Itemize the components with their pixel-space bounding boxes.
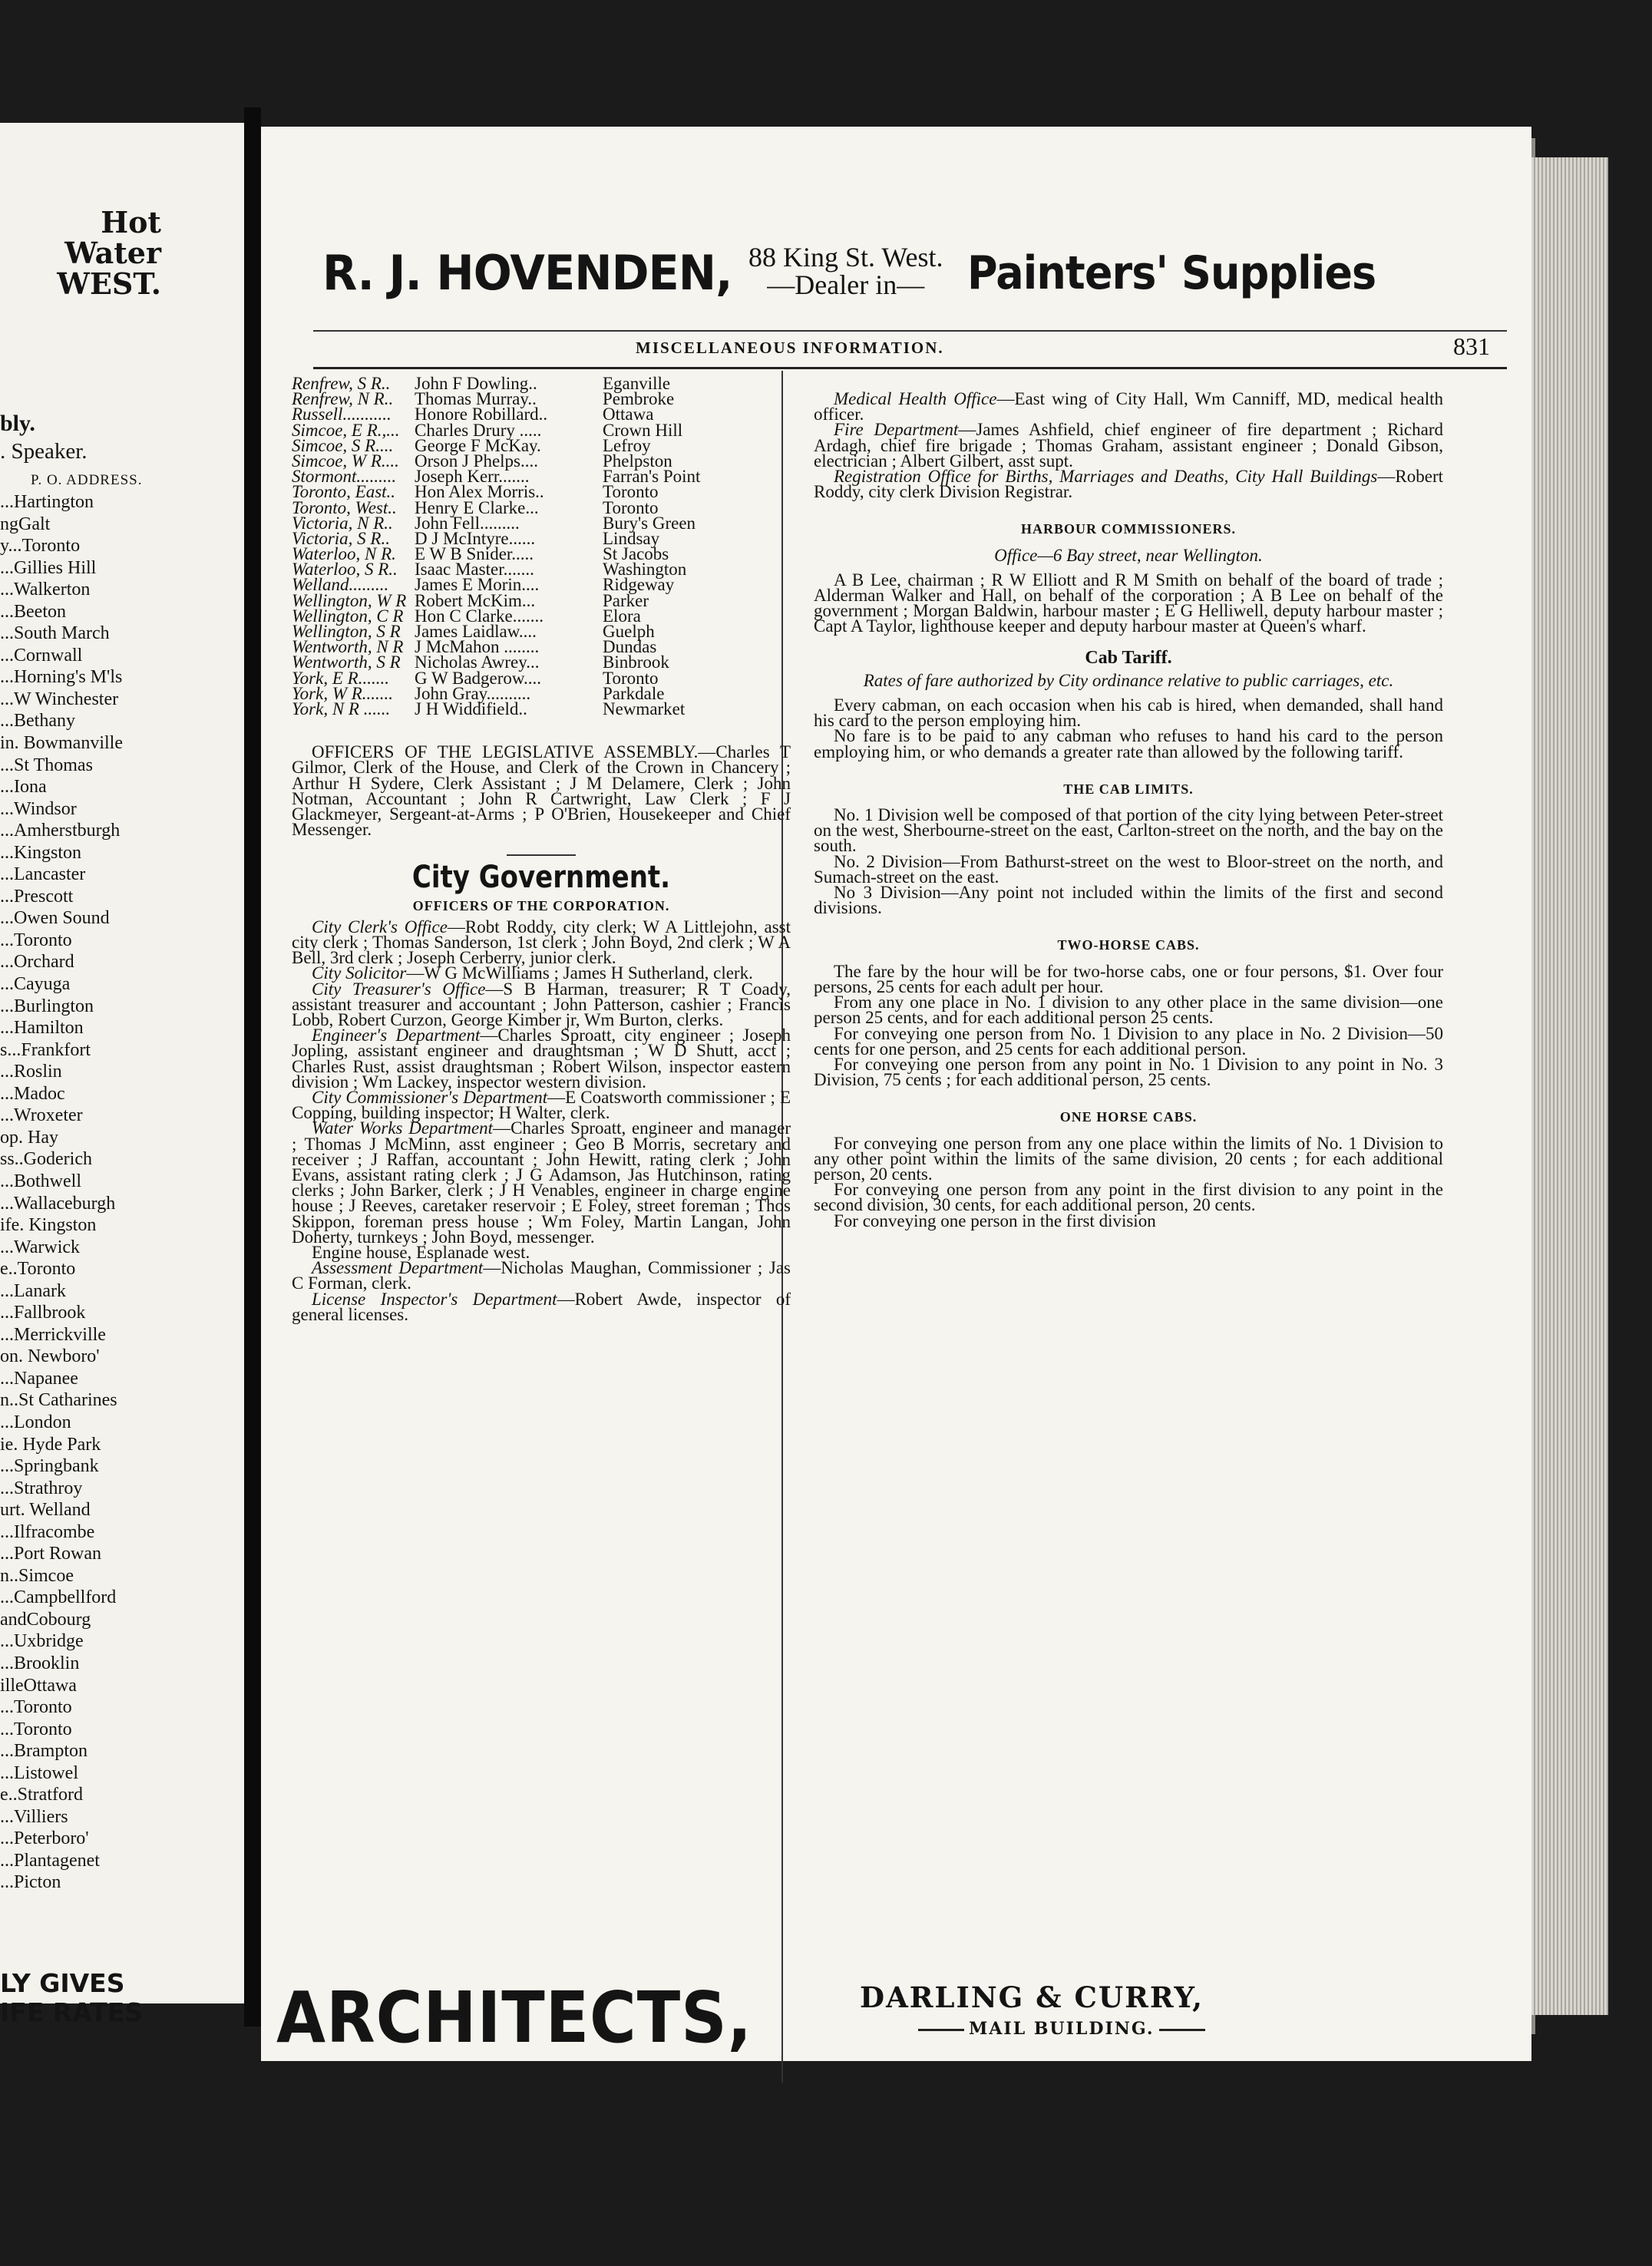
place-entry: ...Amherstburgh — [0, 821, 121, 841]
place-entry: ...Gillies Hill — [0, 557, 97, 578]
member-name: Honore Robillard.. — [415, 405, 548, 424]
place-entry: ...Cornwall — [0, 645, 83, 666]
post-office: Farran's Point — [603, 467, 701, 487]
place-entry: n..St Catharines — [0, 1390, 117, 1411]
post-office: Washington — [603, 560, 687, 580]
member-name: George F McKay. — [415, 435, 541, 455]
left-footer-line: IFE RATES — [0, 1997, 144, 2027]
place-entry: ss..Goderich — [0, 1149, 92, 1170]
post-office: Elora — [603, 606, 641, 626]
member-name: Robert McKim... — [415, 590, 536, 610]
post-office: Toronto — [603, 497, 659, 517]
place-entry: ...Horning's M'ls — [0, 667, 123, 688]
left-header-line: Hot Water — [64, 205, 161, 270]
page-block-edge — [1531, 157, 1608, 2015]
fare-entry: From any one place in No. 1 division to any other place in the same division—one person 25 cents, and for each additional person 25 cents. — [814, 993, 1443, 1028]
place-entry: ...Wallaceburgh — [0, 1193, 116, 1214]
constituency: Wellington, S R — [292, 622, 401, 641]
member-row — [292, 699, 791, 718]
members-list — [292, 376, 791, 717]
fare-entry: For conveying one person from any point in the first division to any point in the second division, 30 cents, for each additional person, 20 cents. — [814, 1180, 1443, 1215]
city-government-title: City Government. — [411, 860, 671, 896]
place-entry: ...Cayuga — [0, 974, 71, 995]
place-entry: ...Peterboro' — [0, 1828, 89, 1849]
fare-entry: For conveying one person from any one place within the limits of No. 1 Division to any other point within the limits of the same division, 20 cents ; for each additional person, 20 cents. — [814, 1133, 1443, 1184]
place-entry: ...Brooklin — [0, 1653, 80, 1673]
cab-tariff-subtitle: Rates of fare authorized by City ordinance relative to public carriages, etc. — [863, 670, 1394, 690]
post-office: Lefroy — [603, 435, 651, 455]
constituency: York, E R....... — [292, 668, 389, 688]
place-entry: ...Lanark — [0, 1280, 66, 1301]
place-entry: ...Prescott — [0, 886, 74, 907]
office-name: Water Works Department — [312, 1118, 494, 1138]
office-name: City Clerk's Office — [312, 917, 448, 936]
left-place-list — [0, 491, 244, 1894]
office-name: City Commissioner's Department — [312, 1087, 548, 1107]
advertiser-trade: Painters' Supplies — [967, 246, 1376, 300]
city-office-entry: City Clerk's Office—Robt Roddy, city clerk; W A Littlejohn, asst city clerk ; Thomas Sanderson, 1st clerk ; John Boyd, 2nd clerk ; W A Bell, 3rd clerk ; Joseph Cerberry, junior clerk. — [292, 917, 791, 968]
city-offices — [814, 391, 1443, 500]
member-name: E W B Snider..... — [415, 544, 534, 564]
place-entry: s...Frankfort — [0, 1039, 91, 1060]
place-entry: ...Kingston — [0, 842, 82, 863]
member-name: John Gray.......... — [415, 683, 531, 703]
fare-entry: For conveying one person from No. 1 Division to any place in No. 2 Division—50 cents for one person, and 25 cents for each additional person. — [814, 1023, 1443, 1059]
office-name: Registration Office for Births, Marriages and Deaths, City Hall Buildings — [834, 467, 1378, 487]
right-column — [814, 391, 1443, 1229]
office-entry: Fire Department—James Ashfield, chief engineer of fire department ; Richard Ardagh, chief fire brigade ; Thomas Graham, assistant engineer ; Donald Gibson, electrician ; Albert Gilbert, asst supt. — [814, 420, 1443, 471]
member-name: Orson J Phelps.... — [415, 451, 539, 471]
page-number: 831 — [1453, 332, 1490, 360]
harbour-office: Office—6 Bay street, near Wellington. — [994, 545, 1263, 565]
office-entry: Registration Office for Births, Marriages and Deaths, City Hall Buildings—Robert Roddy, city clerk Division Registrar. — [814, 467, 1443, 502]
header-advertisement — [322, 242, 1551, 326]
place-entry: ...Picton — [0, 1872, 61, 1893]
fare-entry: For conveying one person in the first division — [834, 1211, 1156, 1230]
dealer-line: —Dealer in— — [767, 269, 925, 300]
member-name: Henry E Clarke... — [415, 497, 539, 517]
member-name: J H Widdifield.. — [415, 699, 527, 718]
cab-limits-title: THE CAB LIMITS. — [1063, 781, 1194, 797]
post-office: Dundas — [603, 637, 657, 657]
place-entry: ...Springbank — [0, 1456, 99, 1477]
place-entry: ife. Kingston — [0, 1215, 97, 1236]
left-header-line: WEST. — [57, 266, 161, 301]
place-entry: ...Bethany — [0, 711, 75, 732]
place-entry: ...Lancaster — [0, 864, 86, 885]
member-name: Nicholas Awrey... — [415, 652, 540, 672]
post-office: Toronto — [603, 668, 659, 688]
constituency: Toronto, West.. — [292, 497, 397, 517]
left-column-head: P. O. ADDRESS. — [31, 472, 143, 488]
member-name: Hon C Clarke....... — [415, 606, 544, 626]
footer-ad-address: MAIL BUILDING. — [914, 2019, 1210, 2039]
member-name: John F Dowling.. — [415, 374, 537, 393]
cab-rule: No fare is to be paid to any cabman who refuses to hand his card to the person employing him, or who demands a greater rate than allowed by the following tariff. — [814, 726, 1443, 761]
place-entry: ...South March — [0, 623, 110, 644]
place-entry: ...Merrickville — [0, 1324, 106, 1345]
constituency: Toronto, East.. — [292, 482, 396, 502]
city-office-entry: Engine house, Esplanade west. — [312, 1243, 530, 1263]
city-office-entry: Engineer's Department—Charles Sproatt, city engineer ; Joseph Jopling, assistant engineer and draughtsman ; W D Shutt, acct ; Charles Rust, assist draughtsman ; Robert Wilson, inspector eastern division ; Wm Lackey, inspector western division. — [292, 1026, 791, 1092]
advertiser-address — [748, 243, 943, 299]
constituency: Renfrew, N R.. — [292, 389, 394, 409]
constituency: Simcoe, S R.... — [292, 435, 394, 455]
post-office: Ottawa — [603, 405, 654, 424]
fare-entry: For conveying one person from any point in No. 1 Division to any point in No. 3 Division, 75 cents ; for each additional person, 25 cents. — [814, 1054, 1443, 1090]
place-entry: ...Wroxeter — [0, 1105, 83, 1126]
city-office-entry: City Treasurer's Office—S B Harman, treasurer; R T Coady, assistant treasurer and accountant ; John Patterson, cashier ; Francis Lobb, Robert Curzon, George Kimber jr, Wm Burton, clerks. — [292, 979, 791, 1029]
running-head — [313, 332, 1507, 362]
division-entry: No 3 Division—Any point not included within the limits of the first and second divisions. — [814, 883, 1443, 918]
place-entry: ...Roslin — [0, 1062, 62, 1082]
place-entry: ...Toronto — [0, 1719, 72, 1739]
place-entry: n..Simcoe — [0, 1565, 74, 1586]
post-office: Toronto — [603, 482, 659, 502]
place-entry: ...Owen Sound — [0, 908, 110, 929]
place-entry: ngGalt — [0, 514, 51, 534]
left-column — [292, 376, 791, 1323]
member-name: Hon Alex Morris.. — [415, 482, 544, 502]
one-horse-title: ONE HORSE CABS. — [1059, 1109, 1198, 1125]
constituency: Simcoe, W R.... — [292, 451, 399, 471]
member-name: James Laidlaw.... — [415, 622, 537, 641]
left-footer-ad — [0, 1969, 143, 2027]
left-footer-line: LY GIVES — [0, 1968, 125, 1998]
city-office-entry: City Solicitor—W G McWilliams ; James H Sutherland, clerk. — [312, 963, 753, 983]
place-entry: ...Toronto — [0, 930, 72, 950]
place-entry: andCobourg — [0, 1609, 91, 1630]
constituency: Victoria, N R.. — [292, 513, 393, 533]
office-name: Fire Department — [834, 420, 959, 440]
left-page — [0, 123, 244, 2027]
city-office-entry: License Inspector's Department—Robert Awde, inspector of general licenses. — [292, 1289, 791, 1324]
two-horse-title: TWO-HORSE CABS. — [1057, 937, 1200, 953]
place-entry: y...Toronto — [0, 536, 81, 557]
place-entry: urt. Welland — [0, 1500, 91, 1521]
officers-assembly: OFFICERS OF THE LEGISLATIVE ASSEMBLY.—Charles T Gilmor, Clerk of the House, and Clerk of the Crown in Chancery ; Arthur H Sydere, Clerk Assistant ; J M Delamere, Clerk ; John Notman, Accountant ; John R Cartwright, Law Clerk ; F J Glackmeyer, Sergeant-at-Arms ; P O'Brien, Housekeeper and Chief Messenger. — [292, 742, 791, 840]
city-office-entry: Water Works Department—Charles Sproatt, engineer and manager ; Thomas J McMinn, asst engineer ; Geo B Morris, secretary and receiver ; J Raffan, accountant ; John Hewitt, rating clerk ; John Evans, assistant rating clerk ; J G Adamson, Jas Hutchinson, rating clerks ; John Barker, clerk ; J H Venables, engineer in charge engine house ; J Reeves, caretaker reservoir ; E Foley, street foreman ; Thos Skippon, foreman press house ; Wm Foley, Martin Langan, John Doherty, turnkeys ; John Boyd, messenger. — [292, 1118, 791, 1247]
member-name: Joseph Kerr....... — [415, 467, 530, 487]
member-name: Isaac Master....... — [415, 560, 534, 580]
post-office: St Jacobs — [603, 544, 669, 564]
place-entry: ...Madoc — [0, 1083, 65, 1104]
footer-ad-firm: DARLING & CURRY, — [860, 1980, 1204, 2014]
office-entry: Medical Health Office—East wing of City Hall, Wm Canniff, MD, medical health officer. — [814, 389, 1443, 424]
post-office: Phelpston — [603, 451, 672, 471]
place-entry: ...Iona — [0, 777, 47, 798]
constituency: Simcoe, E R.,... — [292, 420, 400, 440]
office-name: City Treasurer's Office — [312, 979, 486, 999]
place-entry: ...Strathroy — [0, 1478, 83, 1498]
harbour-title: HARBOUR COMMISSIONERS. — [1020, 521, 1237, 537]
city-office-entry: Assessment Department—Nicholas Maughan, Commissioner ; Jas C Forman, clerk. — [292, 1258, 791, 1293]
constituency: Russell........... — [292, 405, 392, 424]
member-name: Charles Drury ..... — [415, 420, 542, 440]
harbour-text: A B Lee, chairman ; R W Elliott and R M Smith on behalf of the board of trade ; Alderman Walker and Hall, on behalf of the corporation ; A B Lee on behalf of the government ; Morgan Baldwin, harbour master ; E G Helliwell, deputy harbour master ; Capt A Taylor, lighthouse keeper and deputy harbour master at Queen's wharf. — [814, 570, 1443, 636]
place-entry: ...Uxbridge — [0, 1631, 84, 1652]
place-entry: ie. Hyde Park — [0, 1434, 101, 1455]
post-office: Guelph — [603, 622, 655, 641]
office-name: Engineer's Department — [312, 1026, 481, 1045]
place-entry: ...Napanee — [0, 1368, 78, 1389]
place-entry: ...Windsor — [0, 798, 77, 819]
place-entry: ...St Thomas — [0, 755, 93, 775]
post-office: Parkdale — [603, 683, 665, 703]
place-entry: ...Brampton — [0, 1741, 88, 1762]
constituency: Waterloo, S R.. — [292, 560, 398, 580]
cab-rule: Every cabman, on each occasion when his cab is hired, when demanded, shall hand his card to the person employing him. — [814, 695, 1443, 731]
place-entry: ...W Winchester — [0, 689, 119, 709]
book-gutter — [244, 107, 261, 2027]
place-entry: ...Campbellford — [0, 1587, 117, 1608]
place-entry: ...Warwick — [0, 1237, 81, 1257]
constituency: Victoria, S R.. — [292, 528, 390, 548]
place-entry: e..Stratford — [0, 1785, 83, 1805]
footer-ad-headline: ARCHITECTS, — [276, 1977, 752, 2059]
post-office: Bury's Green — [603, 513, 696, 533]
member-name: G W Badgerow.... — [415, 668, 542, 688]
city-office-entry: City Commissioner's Department—E Coatsworth commissioner ; E Copping, building inspector; H Walter, clerk. — [292, 1087, 791, 1123]
post-office: Ridgeway — [603, 575, 675, 595]
cab-intro — [814, 695, 1443, 761]
office-name: Medical Health Office — [834, 389, 997, 408]
right-page — [261, 127, 1531, 2061]
member-name: Thomas Murray.. — [415, 389, 537, 409]
left-page-header — [0, 207, 161, 299]
member-name: J McMahon ........ — [415, 637, 540, 657]
left-fragment: . Speaker. — [0, 439, 88, 464]
place-entry: op. Hay — [0, 1127, 58, 1148]
place-entry: ...Bothwell — [0, 1171, 81, 1191]
place-entry: ...Villiers — [0, 1806, 68, 1827]
running-head-rule — [313, 367, 1507, 369]
constituency: York, W R....... — [292, 683, 394, 703]
cab-tariff-title: Cab Tariff. — [1085, 647, 1172, 668]
constituency: Waterloo, N R. — [292, 544, 396, 564]
constituency: Welland......... — [292, 575, 389, 595]
place-entry: ...Toronto — [0, 1697, 72, 1718]
advertiser-name: R. J. HOVENDEN, — [322, 245, 732, 301]
post-office: Parker — [603, 590, 649, 610]
post-office: Crown Hill — [603, 420, 683, 440]
place-entry: ...Listowel — [0, 1762, 78, 1783]
division-entry: No. 1 Division well be composed of that portion of the city lying between Peter-street on the west, Sherbourne-street on the east, Carlton-street on the north, and the bay on the south. — [814, 805, 1443, 856]
constituency: Wentworth, N R — [292, 637, 404, 657]
place-entry: ...Orchard — [0, 952, 74, 973]
city-government-entries — [292, 917, 791, 1324]
place-entry: ...Ilfracombe — [0, 1521, 95, 1542]
place-entry: ...Hartington — [0, 492, 94, 512]
place-entry: ...Hamilton — [0, 1018, 84, 1039]
left-fragment: bly. — [0, 411, 35, 436]
post-office: Newmarket — [603, 699, 686, 718]
one-horse-fares — [814, 1133, 1443, 1230]
corporation-subtitle: OFFICERS OF THE CORPORATION. — [412, 897, 670, 913]
member-name: John Fell......... — [415, 513, 520, 533]
constituency: York, N R ...... — [292, 699, 391, 718]
section-divider — [507, 854, 576, 856]
office-name: Assessment Department — [312, 1258, 484, 1278]
footer-advertisement — [276, 1977, 1520, 2061]
place-entry: e..Toronto — [0, 1259, 76, 1280]
cab-limits — [814, 805, 1443, 918]
constituency: Renfrew, S R.. — [292, 374, 391, 393]
place-entry: ...Walkerton — [0, 580, 91, 600]
constituency: Wellington, C R — [292, 606, 404, 626]
office-name: City Solicitor — [312, 963, 407, 983]
two-horse-fares — [814, 961, 1443, 1090]
place-entry: illeOttawa — [0, 1675, 77, 1696]
place-entry: ...Burlington — [0, 996, 94, 1016]
office-name: License Inspector's Department — [312, 1289, 557, 1309]
header-rule — [313, 330, 1507, 332]
address-line: 88 King St. West. — [748, 242, 943, 273]
member-name: James E Morin.... — [415, 575, 540, 595]
post-office: Binbrook — [603, 652, 669, 672]
post-office: Lindsay — [603, 528, 660, 548]
constituency: Wellington, W R — [292, 590, 407, 610]
constituency: Wentworth, S R — [292, 652, 401, 672]
place-entry: in. Bowmanville — [0, 733, 123, 754]
place-entry: ...Fallbrook — [0, 1303, 86, 1323]
place-entry: ...Port Rowan — [0, 1544, 101, 1564]
place-entry: ...Beeton — [0, 601, 66, 622]
division-entry: No. 2 Division—From Bathurst-street on the west to Bloor-street on the north, and Sumach-street on the east. — [814, 851, 1443, 887]
place-entry: ...Plantagenet — [0, 1850, 100, 1871]
constituency: Stormont......... — [292, 467, 397, 487]
fare-entry: The fare by the hour will be for two-horse cabs, one or four persons, $1. Over four persons, 25 cents for each adult per hour. — [814, 961, 1443, 996]
place-entry: ...London — [0, 1412, 71, 1432]
place-entry: on. Newboro' — [0, 1346, 100, 1367]
post-office: Eganville — [603, 374, 671, 393]
running-head-title: MISCELLANEOUS INFORMATION. — [636, 339, 944, 357]
member-name: D J McIntyre...... — [415, 528, 536, 548]
post-office: Pembroke — [603, 389, 675, 409]
